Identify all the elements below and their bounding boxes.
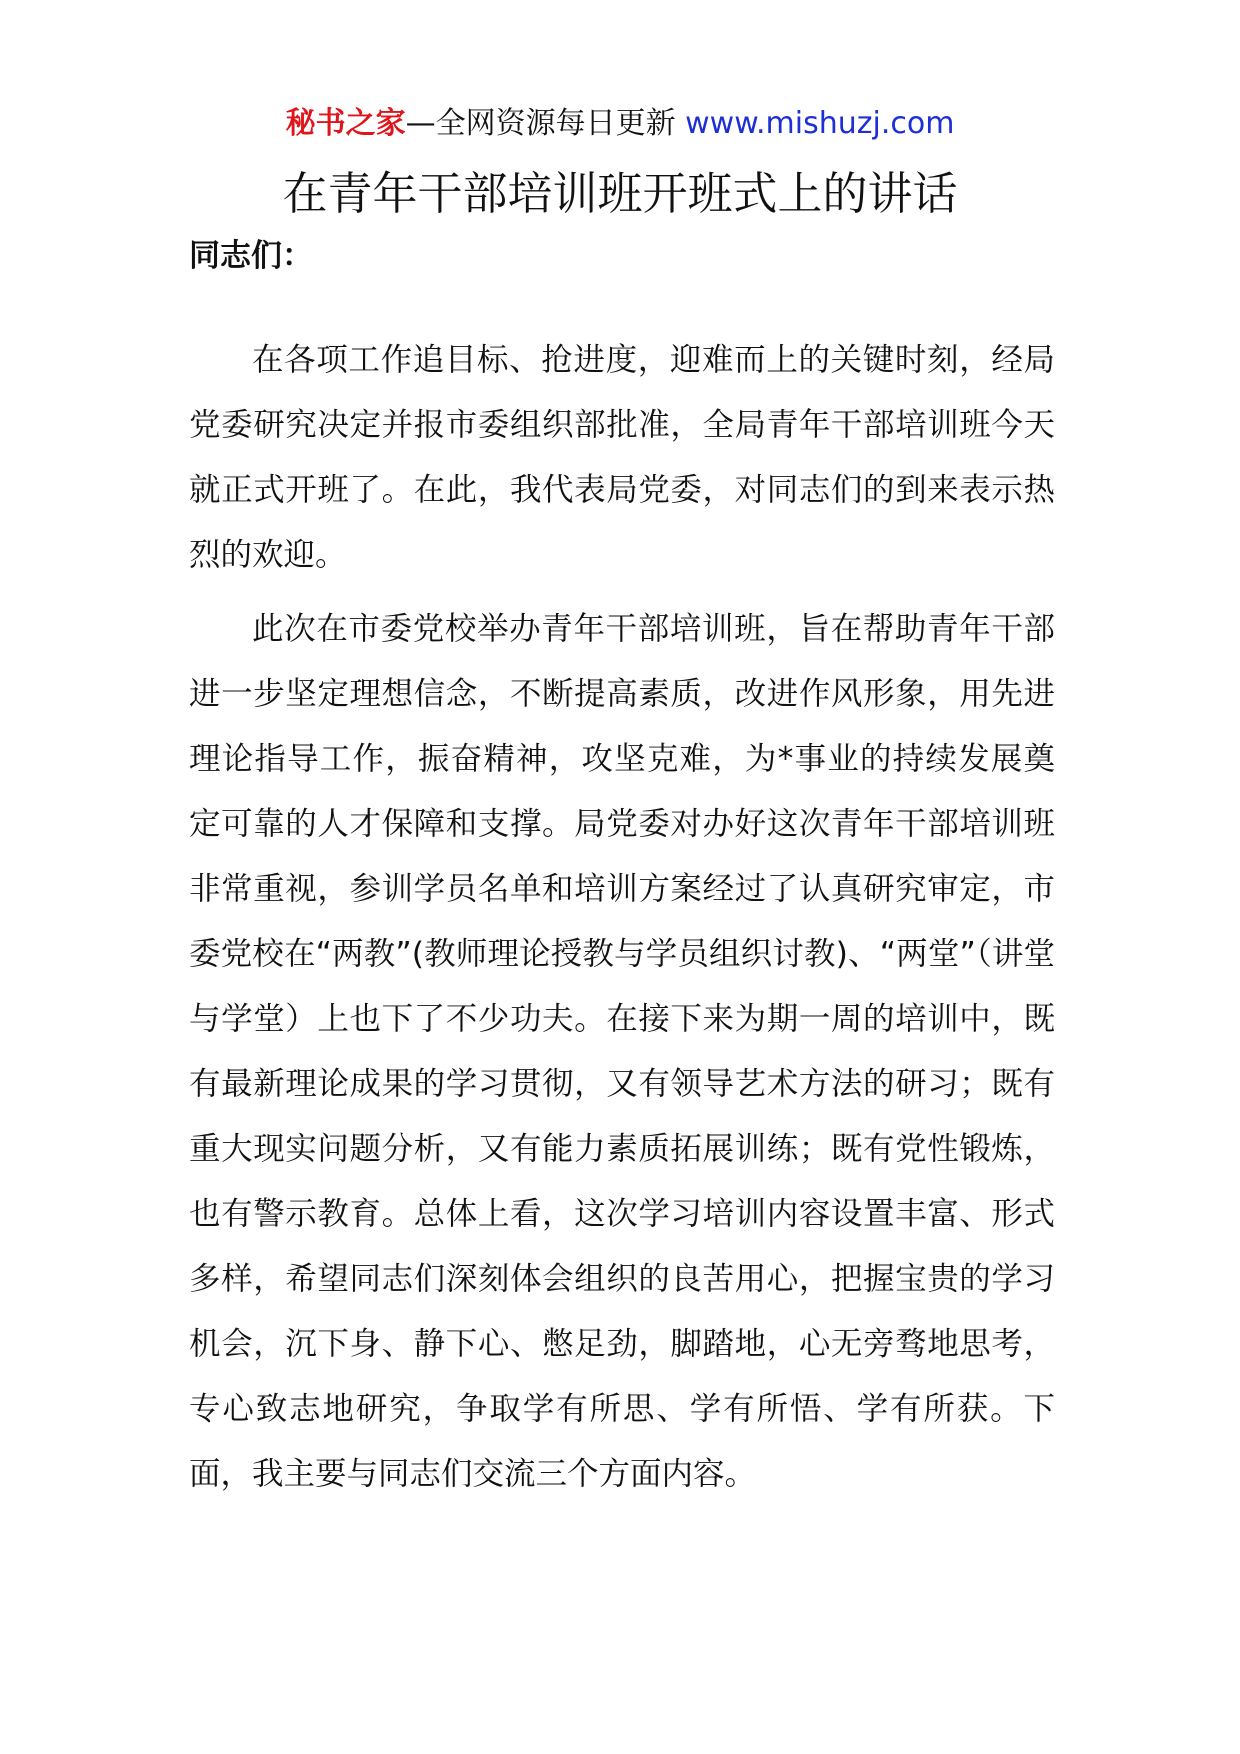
site-url-link[interactable]: www.mishuzj.com [685, 106, 955, 141]
paragraph-1: 在各项工作追目标、抢进度，迎难而上的关键时刻，经局党委研究决定并报市委组织部批准，全局青年干部培训班今天就正式开班了。在此，我代表局党委，对同志们的到来表示热烈的欢迎。 [189, 342, 1055, 573]
brand-name: 秘书之家 [285, 106, 406, 141]
paragraph-2: 此次在市委党校举办青年干部培训班，旨在帮助青年干部进一步坚定理想信念，不断提高素质，改进作风形象，用先进理论指导工作，振奋精神，攻坚克难，为*事业的持续发展奠定可靠的人才保障和支撑。局党委对办好这次青年干部培训班非常重视，参训学员名单和培训方案经过了认真研究审定，市委党校在“两教”(教师理论授教与学员组织讨教)、“两堂”（讲堂与学堂）上也下了不少功夫。在接下来为期一周的培训中，既有最新理论成果的学习贯彻，又有领导艺术方法的研习；既有重大现实问题分析，又有能力素质拓展训练；既有党性锻炼，也有警示教育。总体上看，这次学习培训内容设置丰富、形式多样，希望同志们深刻体会组织的良苦用心，把握宝贵的学习机会，沉下身、静下心、憋足劲，脚踏地，心无旁骛地思考，专心致志地研究，争取学有所思、学有所悟、学有所获。下面，我主要与同志们交流三个方面内容。 [189, 611, 1055, 1492]
header-slogan: —全网资源每日更新 [405, 106, 686, 141]
site-header [0, 104, 1240, 144]
salutation: 同志们： [189, 238, 313, 274]
document-title: 在青年干部培训班开班式上的讲话 [282, 167, 958, 220]
